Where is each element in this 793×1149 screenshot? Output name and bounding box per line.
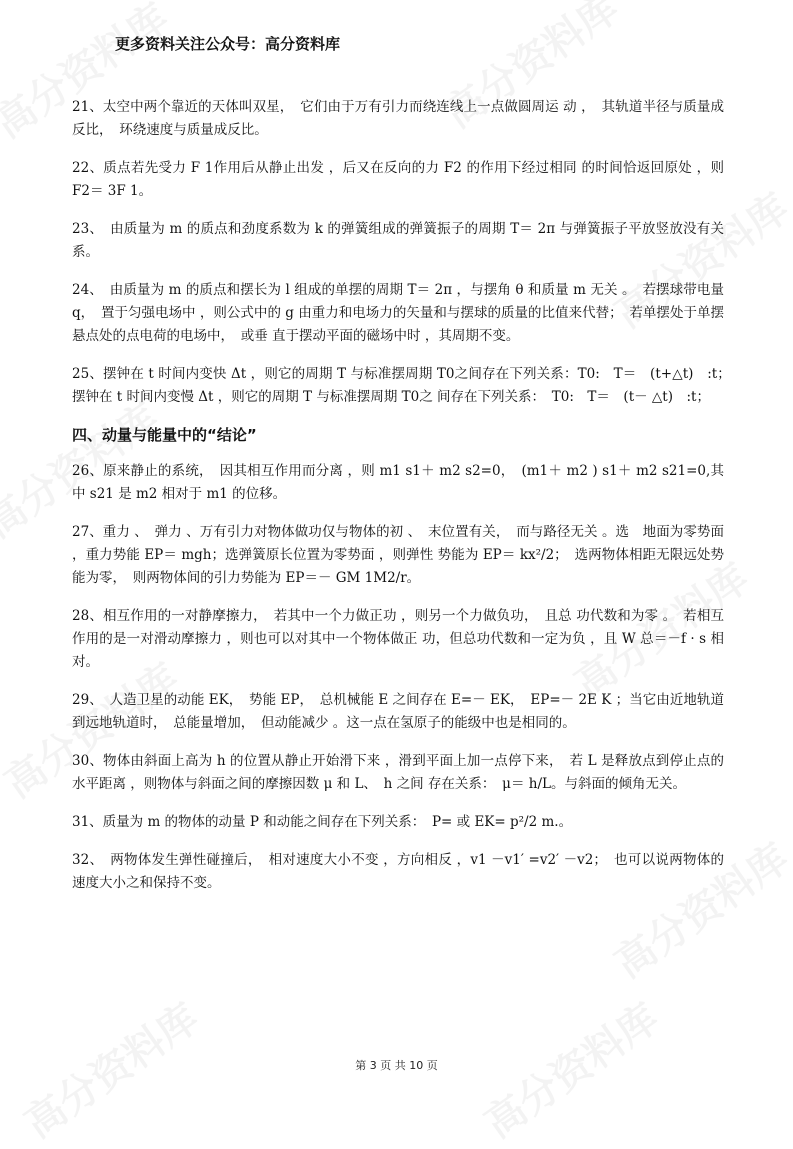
section-heading: 四、动量与能量中的“结论”	[72, 426, 257, 444]
item-26: 26、原来静止的系统， 因其相互作用而分离 ，则 m1 s1＋ m2 s2=0， (m1＋ m2 ) s1＋ m2 s21=0,其中 s21 是 m2 相对于 m1 的位移。	[72, 463, 724, 502]
item-21: 21、太空中两个靠近的天体叫双星， 它们由于万有引力而绕连线上一点做圆周运 动 ， 其轨道半径与质量成反比， 环绕速度与质量成反比。	[72, 99, 724, 138]
document-body	[72, 96, 738, 910]
page-header: 更多资料关注公众号：高分资料库	[115, 35, 341, 53]
item-23: 23、 由质量为 m 的质点和劲度系数为 k 的弹簧组成的弹簧振子的周期 T＝ 2π 与弹簧振子平放竖放没有关系。	[72, 221, 724, 260]
item-22: 22、质点若先受力 F 1作用后从静止出发 ，后又在反向的力 F2 的作用下经过相同 的时间恰返回原处 ，则 F2＝ 3F 1。	[72, 160, 724, 199]
item-30: 30、物体由斜面上高为 h 的位置从静止开始滑下来 ，滑到平面上加一点停下来， 若 L 是释放点到停止点的水平距离 ，则物体与斜面之间的摩擦因数 μ 和 L、 h 之间 存在关系： μ＝ h/L。与斜面的倾角无关。	[72, 753, 724, 792]
item-25: 25、摆钟在 t 时间内变快 Δt ，则它的周期 T 与标准摆周期 T0之间存在下列关系：T0: T＝ (t+△t) :t； 摆钟在 t 时间内变慢 Δt ，则它的周期 T 与标准摆周期 T0之 间存在下列关系： T0: T＝ (t－ △t) :t；	[72, 366, 738, 405]
item-28: 28、相互作用的一对静摩擦力， 若其中一个力做正功 ，则另一个力做负功， 且总 功代数和为零 。 若相互作用的是一对滑动摩擦力 ，则也可以对其中一个物体做正 功，但总功代数和一定为负 ，且 W 总＝－f · s 相对。	[72, 608, 724, 670]
item-32: 32、 两物体发生弹性碰撞后， 相对速度大小不变 ，方向相反 ，v1 －v1′ =v2′ －v2； 也可以说两物体的速度大小之和保持不变。	[72, 852, 724, 891]
item-29: 29、 人造卫星的动能 EK， 势能 EP， 总机械能 E 之间存在 E=－ EK， EP=－ 2E K ；当它由近地轨道到远地轨道时， 总能量增加， 但动能减少 。这一点在氢原子的能级中也是相同的。	[72, 692, 724, 731]
page-footer: 第 3 页 共 10 页	[355, 1059, 438, 1072]
item-31: 31、质量为 m 的物体的动量 P 和动能之间存在下列关系： P= 或 EK= p²/2 m.。	[72, 814, 573, 830]
item-24: 24、 由质量为 m 的质点和摆长为 l 组成的单摆的周期 T＝ 2π ，与摆角 θ 和质量 m 无关 。 若摆球带电量 q， 置于匀强电场中 ，则公式中的 g 由重力和电场力的矢量和与摆球的质量的比值来代替； 若单摆处于单摆悬点处的点电荷的电场中， 或垂 直于摆动平面的磁场中时 ，其周期不变。	[72, 282, 724, 344]
item-27: 27、重力 、 弹力 、万有引力对物体做功仅与物体的初 、 末位置有关， 而与路径无关 。选 地面为零势面 ，重力势能 EP＝ mgh；选弹簧原长位置为零势面 ，则弹性 势能为 EP＝ kx²/2； 选两物体相距无限远处势能为零， 则两物体间的引力势能为 EP＝－ GM 1M2/r。	[72, 524, 724, 586]
